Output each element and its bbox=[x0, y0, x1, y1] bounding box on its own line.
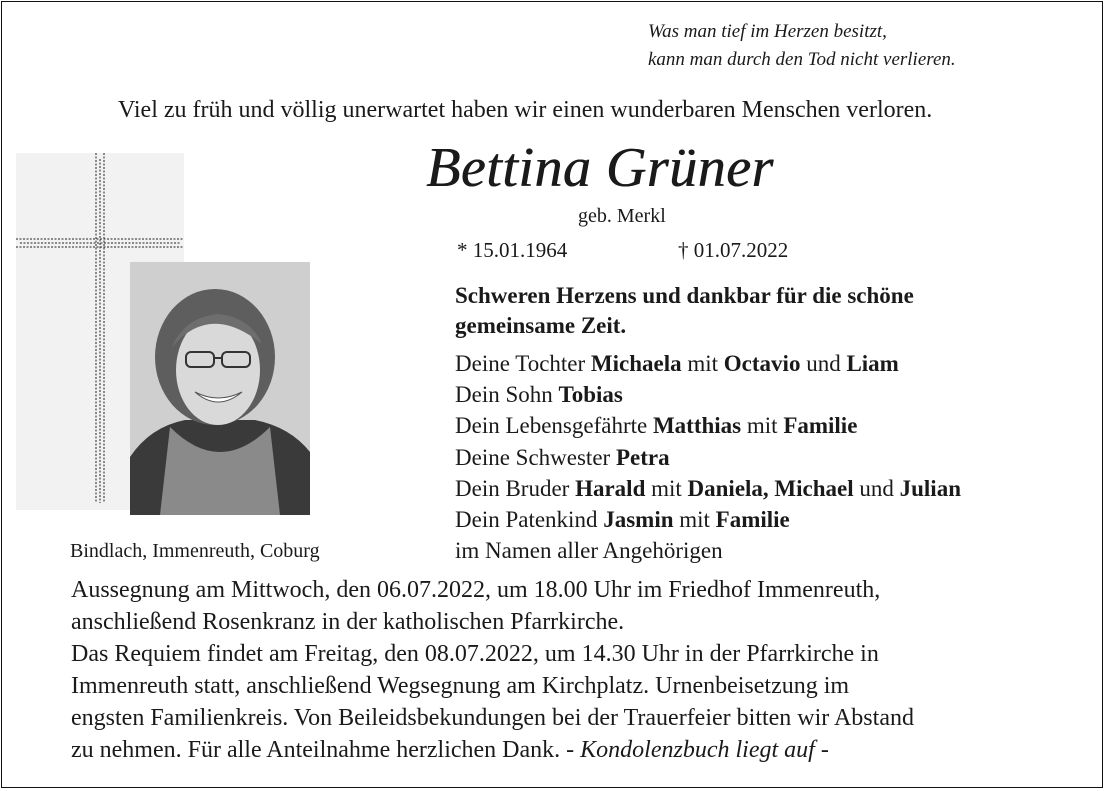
intro-text: Viel zu früh und völlig unerwartet haben wir einen wunderbaren Menschen verloren. bbox=[118, 97, 933, 123]
mourner-line: Deine Schwester Petra bbox=[455, 445, 670, 470]
condolence-book-note: Kondolenzbuch liegt auf bbox=[580, 737, 815, 763]
mourner-line: im Namen aller Angehörigen bbox=[455, 538, 723, 563]
deceased-name: Bettina Grüner bbox=[426, 137, 774, 199]
ceremony-text-line: Aussegnung am Mittwoch, den 06.07.2022, um 18.00 Uhr im Friedhof Immenreuth, bbox=[71, 577, 881, 603]
places-caption: Bindlach, Immenreuth, Coburg bbox=[70, 540, 320, 562]
mourner-line: Dein Lebensgefährte Matthias mit Familie bbox=[455, 413, 858, 438]
maiden-name: geb. Merkl bbox=[578, 205, 666, 227]
thanks-line-1: Schweren Herzens und dankbar für die schöne bbox=[455, 283, 914, 308]
quote-line-2: kann man durch den Tod nicht verlieren. bbox=[648, 49, 956, 70]
mourner-line: Dein Sohn Tobias bbox=[455, 382, 623, 407]
mourner-line: Dein Patenkind Jasmin mit Familie bbox=[455, 507, 790, 532]
thanks-line-2: gemeinsame Zeit. bbox=[455, 313, 627, 338]
quote-line-1: Was man tief im Herzen besitzt, bbox=[648, 21, 887, 42]
mourner-line: Deine Tochter Michaela mit Octavio und Liam bbox=[455, 351, 899, 376]
ceremony-text-line: Das Requiem findet am Freitag, den 08.07.2022, um 14.30 Uhr in der Pfarrkirche in bbox=[71, 641, 879, 667]
death-date: † 01.07.2022 bbox=[678, 238, 789, 262]
ceremony-text-line: engsten Familienkreis. Von Beileidsbekundungen bei der Trauerfeier bitten wir Abstand bbox=[71, 705, 914, 731]
mourner-line: Dein Bruder Harald mit Daniela, Michael und Julian bbox=[455, 476, 961, 501]
ceremony-text-line: anschließend Rosenkranz in der katholischen Pfarrkirche. bbox=[71, 609, 625, 635]
ceremony-text-line: Immenreuth statt, anschließend Wegsegnung am Kirchplatz. Urnenbeisetzung im bbox=[71, 673, 850, 699]
birth-date: * 15.01.1964 bbox=[457, 238, 568, 262]
portrait-photo bbox=[130, 262, 310, 515]
ceremony-text-line: zu nehmen. Für alle Anteilnahme herzlichen Dank. - Kondolenzbuch liegt auf - bbox=[71, 737, 829, 763]
